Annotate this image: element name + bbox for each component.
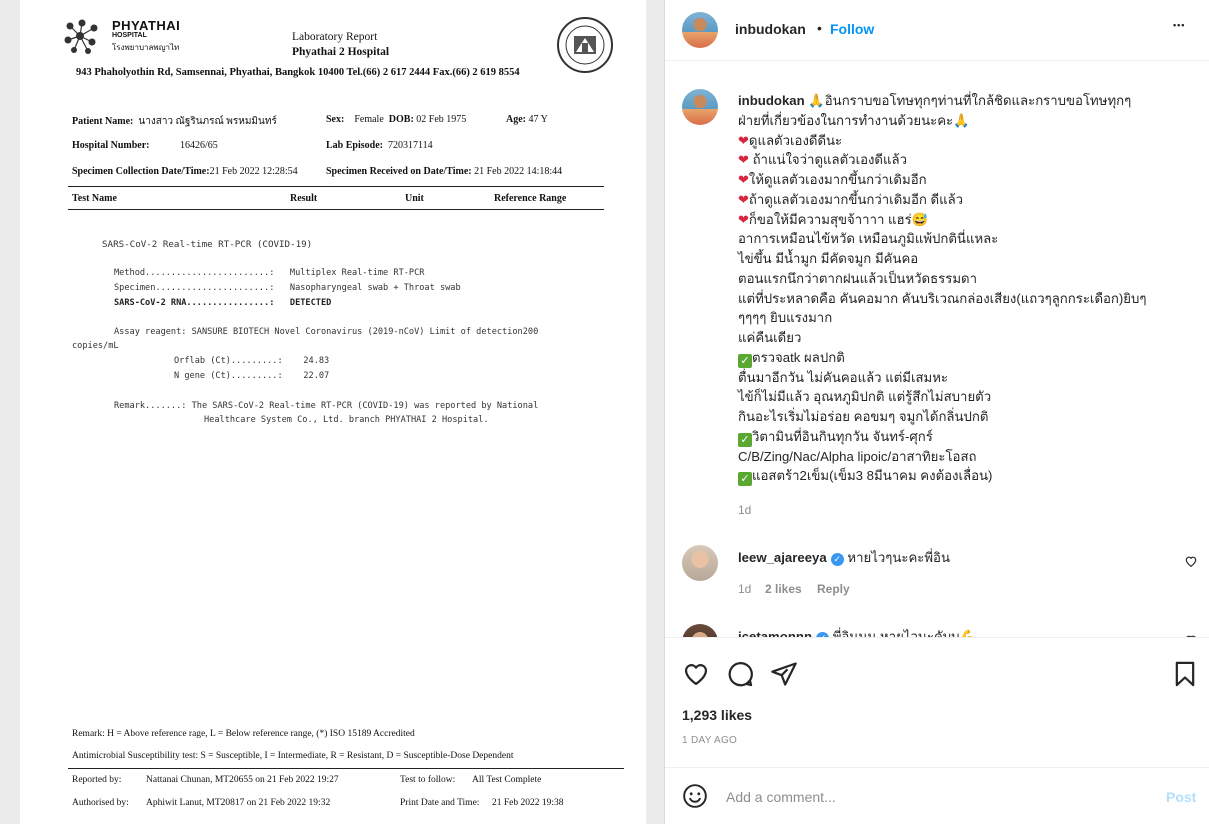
comment-input[interactable]: Add a comment... bbox=[726, 789, 836, 805]
orflab-line: Orflab (Ct).........: 24.83 bbox=[174, 356, 330, 366]
avatar[interactable] bbox=[682, 12, 718, 48]
dob-value: 02 Feb 1975 bbox=[416, 114, 467, 125]
share-send-icon[interactable] bbox=[770, 660, 798, 688]
red-heart-icon: ❤ bbox=[738, 133, 749, 148]
comment-like-icon[interactable] bbox=[1184, 554, 1198, 568]
reply-button[interactable]: Reply bbox=[817, 582, 850, 596]
sex-label: Sex: bbox=[326, 114, 345, 125]
more-options-icon[interactable]: ••• bbox=[1173, 20, 1186, 30]
patient-name-value: นางสาว ณัฐรินภรณ์ พรหมมินทร์ bbox=[138, 116, 277, 127]
assay-line: Assay reagent: SANSURE BIOTECH Novel Coronavirus (2019-nCoV) Limit of detection200 bbox=[114, 327, 539, 337]
age-label: Age: bbox=[506, 114, 526, 125]
red-heart-icon: ❤ bbox=[738, 192, 749, 207]
divider bbox=[68, 768, 624, 769]
reported-by-value: Nattanai Chunan, MT20655 on 21 Feb 2022 19:27 bbox=[146, 775, 339, 785]
emoji-smiley-icon[interactable] bbox=[682, 783, 708, 809]
col-test-name: Test Name bbox=[72, 193, 117, 204]
caption-line: แอสตร้า2เข็ม(เข็ม3 8มีนาคม คงต้องเลื่อน) bbox=[752, 468, 993, 483]
hospital-number-label: Hospital Number: bbox=[72, 140, 150, 151]
hospital-address: 943 Phaholyothin Rd, Samsennai, Phyathai, Bangkok 10400 Tel.(66) 2 617 2444 Fax.(66) 2 619 8554 bbox=[76, 67, 520, 78]
caption-line: ถ้าดูแลตัวเองมากขึ้นกว่าเดิมอีก ดีแล้ว bbox=[748, 192, 964, 207]
caption-line: ให้ดูแลตัวเองมากขึ้นกว่าเดิมอีก bbox=[748, 172, 927, 187]
received-value: 21 Feb 2022 14:18:44 bbox=[474, 166, 563, 177]
header-username[interactable]: inbudokan bbox=[735, 21, 806, 37]
caption-line: อาการเหมือนไข้หวัด เหมือนภูมิแพ้ปกตินี่แหละ bbox=[738, 231, 999, 246]
post-header bbox=[665, 0, 1209, 61]
lab-report-document bbox=[20, 0, 646, 824]
comment-time[interactable]: 1d bbox=[738, 582, 752, 596]
col-result: Result bbox=[290, 193, 318, 204]
lab-episode-value: 720317114 bbox=[387, 140, 433, 151]
save-bookmark-icon[interactable] bbox=[1171, 660, 1199, 688]
print-date-label: Print Date and Time: bbox=[400, 798, 480, 808]
comment bbox=[738, 547, 950, 568]
remark-line-2: Healthcare System Co., Ltd. branch PHYATHAI 2 Hospital. bbox=[204, 415, 489, 425]
caption-time[interactable]: 1d bbox=[738, 503, 752, 517]
ngene-line: N gene (Ct).........: 22.07 bbox=[174, 371, 330, 381]
comment-bubble-icon[interactable] bbox=[726, 660, 754, 688]
authorised-by-value: Aphiwit Lanut, MT20817 on 21 Feb 2022 19:32 bbox=[146, 798, 331, 808]
rna-result-line: SARS-CoV-2 RNA................: DETECTED bbox=[114, 298, 332, 308]
test-to-follow-label: Test to follow: bbox=[400, 775, 456, 785]
divider bbox=[68, 186, 604, 187]
post-sidebar bbox=[664, 0, 1209, 824]
footer-remark: Remark: H = Above reference rage, L = Below reference range, (*) ISO 15189 Accredited bbox=[72, 729, 415, 739]
caption-line: แค่คืนเดียว bbox=[738, 330, 802, 345]
follow-button[interactable]: Follow bbox=[830, 21, 875, 37]
test-title: SARS-CoV-2 Real-time RT-PCR (COVID-19) bbox=[102, 239, 313, 250]
report-title: Laboratory Report bbox=[292, 31, 378, 43]
remark-line: Remark.......: The SARS-CoV-2 Real-time RT-PCR (COVID-19) was reported by National bbox=[114, 401, 539, 411]
grin-sweat-icon: 😅 bbox=[911, 212, 929, 227]
hospital-brand: PHYATHAI bbox=[112, 18, 181, 33]
action-bar bbox=[665, 637, 1209, 767]
accreditation-seal-icon bbox=[556, 16, 614, 74]
dob-label: DOB: bbox=[388, 114, 414, 125]
specimen-line: Specimen......................: Nasopharyngeal swab + Throat swab bbox=[114, 283, 461, 293]
test-to-follow-value: All Test Complete bbox=[472, 775, 542, 785]
red-heart-icon: ❤ bbox=[738, 172, 749, 187]
collection-label: Specimen Collection Date/Time: bbox=[72, 166, 210, 177]
report-hospital-name: Phyathai 2 Hospital bbox=[292, 46, 390, 58]
caption-avatar[interactable] bbox=[682, 89, 718, 125]
verified-badge-icon: ✓ bbox=[831, 553, 844, 566]
caption-line: อินกราบขอโทษทุกๆท่านที่ใกล้ชิดและกราบขอโทษทุกๆ bbox=[824, 93, 1132, 108]
caption-line: ตรวจatk ผลปกติ bbox=[752, 350, 845, 365]
footer-antimicrobial: Antimicrobial Susceptibility test: S = Susceptible, I = Intermediate, R = Resistant, D = Susceptible-Dose Dependent bbox=[72, 751, 514, 761]
caption-line: ก็ขอให้มีความสุขจ้าาาา แฮร่ bbox=[748, 212, 912, 227]
likes-count[interactable]: 1,293 likes bbox=[682, 707, 753, 723]
sex-value: Female bbox=[354, 114, 384, 125]
hospital-brand-sub: HOSPITAL bbox=[112, 32, 147, 39]
caption-line: วิตามินที่อินกินทุกวัน จันทร์-ศุกร์ bbox=[752, 429, 933, 444]
caption-username[interactable]: inbudokan bbox=[738, 93, 805, 108]
caption-line: C/B/Zing/Nac/Alpha lipoic/อาสาทิยะโอสถ bbox=[738, 449, 977, 464]
add-comment-row bbox=[665, 767, 1209, 824]
comment-body: หายไวๆนะคะพี่อิน bbox=[847, 550, 950, 565]
check-mark-icon: ✓ bbox=[738, 433, 752, 447]
hospital-brand-thai: โรงพยาบาลพญาไท bbox=[112, 43, 180, 52]
caption-line: แต่ที่ประหลาดคือ คันคอมาก คันบริเวณกล่องเสียง(แถวๆลูกกระเดือก)ยิบๆ bbox=[738, 291, 1147, 306]
red-heart-icon: ❤ bbox=[738, 152, 749, 167]
caption-line: ถ้าแน่ใจว่าดูแลตัวเองดีแล้ว bbox=[748, 152, 907, 167]
col-unit: Unit bbox=[405, 193, 424, 204]
caption-line: กินอะไรเริ่มไม่อร่อย คอขมๆ จมูกได้กลิ่นปกติ bbox=[738, 409, 989, 424]
print-date-value: 21 Feb 2022 19:38 bbox=[492, 798, 564, 808]
caption-line: ฝ่ายที่เกี่ยวข้องในการทำงานด้วยนะคะ bbox=[738, 113, 954, 128]
reported-by-label: Reported by: bbox=[72, 775, 122, 785]
method-line: Method........................: Multiplex Real-time RT-PCR bbox=[114, 268, 425, 278]
post-timestamp[interactable]: 1 DAY AGO bbox=[682, 735, 738, 746]
comment-username[interactable]: leew_ajareeya bbox=[738, 550, 827, 565]
hospital-logo-icon bbox=[62, 18, 102, 54]
separator-dot: • bbox=[817, 20, 822, 36]
divider bbox=[68, 209, 604, 210]
age-value: 47 Y bbox=[528, 114, 548, 125]
red-heart-icon: ❤ bbox=[738, 212, 749, 227]
caption-line: ดูแลตัวเองดีดีนะ bbox=[748, 133, 843, 148]
caption-line: ตอนแรกนึกว่าตากฝนแล้วเป็นหวัดธรรมดา bbox=[738, 271, 977, 286]
check-mark-icon: ✓ bbox=[738, 472, 752, 486]
lab-episode-label: Lab Episode: bbox=[326, 140, 383, 151]
comment-likes[interactable]: 2 likes bbox=[765, 582, 802, 596]
post-button[interactable]: Post bbox=[1166, 789, 1197, 805]
check-mark-icon: ✓ bbox=[738, 354, 752, 368]
patient-name-label: Patient Name: bbox=[72, 116, 134, 127]
authorised-by-label: Authorised by: bbox=[72, 798, 129, 808]
like-heart-icon[interactable] bbox=[682, 660, 710, 688]
comment-avatar[interactable] bbox=[682, 545, 718, 581]
hospital-number-value: 16426/65 bbox=[180, 140, 218, 151]
pray-icon: 🙏 bbox=[953, 113, 970, 128]
pray-icon: 🙏 bbox=[808, 93, 825, 108]
caption-line: ตื่นมาอีกวัน ไม่คันคอแล้ว แต่มีเสมหะ bbox=[738, 370, 949, 385]
caption-line: ไข่ขึ้น มีน้ำมูก มีคัดจมูก มีคันคอ bbox=[738, 251, 919, 266]
col-reference-range: Reference Range bbox=[494, 193, 567, 204]
caption-line: ไข้ก็ไม่มีแล้ว อุณหภูมิปกติ แต่รู้สึกไม่สบายตัว bbox=[738, 389, 992, 404]
collection-value: 21 Feb 2022 12:28:54 bbox=[209, 166, 298, 177]
assay-line-2: copies/mL bbox=[72, 341, 119, 351]
caption-line: ๆๆๆๆ ยิบแรงมาก bbox=[738, 310, 833, 325]
received-label: Specimen Received on Date/Time: bbox=[326, 166, 472, 177]
